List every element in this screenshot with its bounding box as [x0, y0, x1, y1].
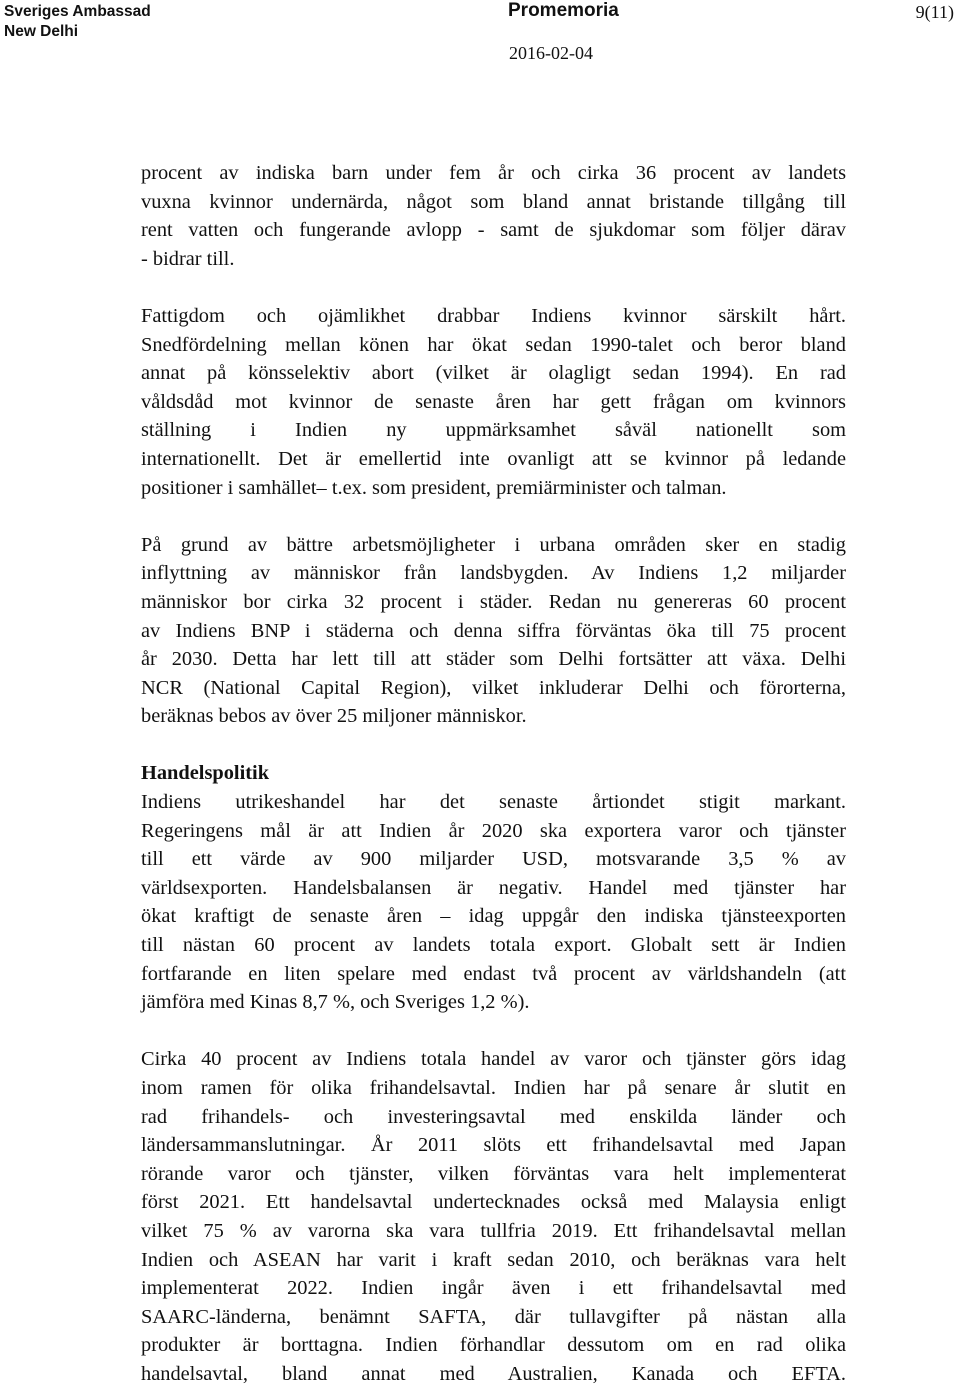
sender-org: Sveriges Ambassad — [4, 3, 151, 20]
text-line: SAARC-länderna, benämnt SAFTA, där tullavgifter på nästan alla — [141, 1305, 846, 1328]
paragraph-free-trade-agreements — [141, 1045, 846, 1388]
text-line: ländersammanslutningar. År 2011 slöts ett frihandelsavtal med Japan — [141, 1134, 846, 1157]
header-sender — [4, 2, 151, 42]
paragraph-urbanisation — [141, 531, 846, 731]
document-date: 2016-02-04 — [509, 43, 593, 63]
text-line: år 2030. Detta har lett till att städer som Delhi fortsätter att växa. Delhi — [141, 648, 846, 671]
paragraph-foreign-trade — [141, 788, 846, 1017]
text-line: till nästan 60 procent av landets totala export. Globalt sett är Indien — [141, 934, 846, 957]
text-line: NCR (National Capital Region), vilket inkluderar Delhi och förorterna, — [141, 676, 846, 699]
text-line: internationellt. Det är emellertid inte ovanligt att se kvinnor på ledande — [141, 447, 846, 470]
text-line: Snedfördelning mellan könen har ökat sedan 1990-talet och beror bland — [141, 333, 846, 356]
sender-city: New Delhi — [4, 23, 79, 40]
text-line: ökat kraftigt de senaste åren – idag uppgår den indiska tjänsteexporten — [141, 905, 846, 928]
text-line: Indien och ASEAN har varit i kraft sedan 2010, och beräknas vara helt — [141, 1248, 846, 1271]
text-line: av Indiens BNP i städerna och denna siffra förväntas öka till 75 procent — [141, 619, 846, 642]
text-line: På grund av bättre arbetsmöjligheter i urbana områden sker en stadig — [141, 533, 846, 556]
text-line: positioner i samhället– t.ex. som president, premiärminister och talman. — [141, 476, 727, 499]
text-line: annat på könsselektiv abort (vilket är olagligt sedan 1994). En rad — [141, 362, 846, 385]
text-line: Fattigdom och ojämlikhet drabbar Indiens kvinnor särskilt hårt. — [141, 304, 846, 327]
text-line: människor bor cirka 32 procent i städer. Redan nu genereras 60 procent — [141, 590, 846, 613]
text-line: vuxna kvinnor undernärda, något som bland annat bristande tillgång till — [141, 190, 846, 213]
text-line: rörande varor och tjänster, vilken förväntas vara helt implementerat — [141, 1162, 846, 1185]
text-line: produkter är borttagna. Indien förhandlar dessutom om en rad olika — [141, 1334, 846, 1357]
text-line: rad frihandels- och investeringsavtal med enskilda länder och — [141, 1105, 846, 1128]
text-line: rent vatten och fungerande avlopp - samt de sjukdomar som följer därav — [141, 219, 846, 242]
text-line: Cirka 40 procent av Indiens totala handel av varor och tjänster görs idag — [141, 1048, 846, 1071]
text-line: ställning i Indien ny uppmärksamhet såväl nationellt som — [141, 419, 846, 442]
section-heading-handelspolitik: Handelspolitik — [141, 762, 270, 785]
text-line: vilket 75 % av varorna ska vara tullfria 2019. Ett frihandelsavtal mellan — [141, 1219, 846, 1242]
text-line: implementerat 2022. Indien ingår även i ett frihandelsavtal med — [141, 1277, 846, 1300]
text-line: först 2021. Ett handelsavtal undertecknades också med Malaysia enligt — [141, 1191, 846, 1214]
text-line: - bidrar till. — [141, 247, 235, 270]
text-line: till ett värde av 900 miljarder USD, motsvarande 3,5 % av — [141, 848, 846, 871]
text-line: procent av indiska barn under fem år och cirka 36 procent av landets — [141, 162, 846, 184]
text-line: världsexporten. Handelsbalansen är negativ. Handel med tjänster har — [141, 876, 846, 899]
paragraph-malnutrition — [141, 159, 846, 273]
document-body — [141, 159, 846, 1389]
text-line: handelsavtal, bland annat med Australien, Kanada och EFTA. — [141, 1362, 846, 1385]
text-line: Regeringens mål är att Indien år 2020 ska exportera varor och tjänster — [141, 819, 846, 842]
text-line: fortfarande en liten spelare med endast två procent av världshandeln (att — [141, 962, 846, 985]
text-line: inflyttning av människor från landsbygden. Av Indiens 1,2 miljarder — [141, 562, 846, 585]
page-number: 9(11) — [915, 2, 954, 22]
text-line: våldsdåd mot kvinnor de senaste åren har gett frågan om kvinnors — [141, 390, 846, 413]
paragraph-gender-inequality — [141, 302, 846, 502]
text-line: jämföra med Kinas 8,7 %, och Sveriges 1,2 %). — [141, 991, 530, 1014]
text-line: inom ramen för olika frihandelsavtal. Indien har på senare år slutit en — [141, 1077, 846, 1099]
text-line: Indiens utrikeshandel har det senaste årtiondet stigit markant. — [141, 791, 846, 814]
text-line: beräknas bebos av över 25 miljoner människor. — [141, 705, 527, 728]
document-title: Promemoria — [508, 0, 619, 21]
